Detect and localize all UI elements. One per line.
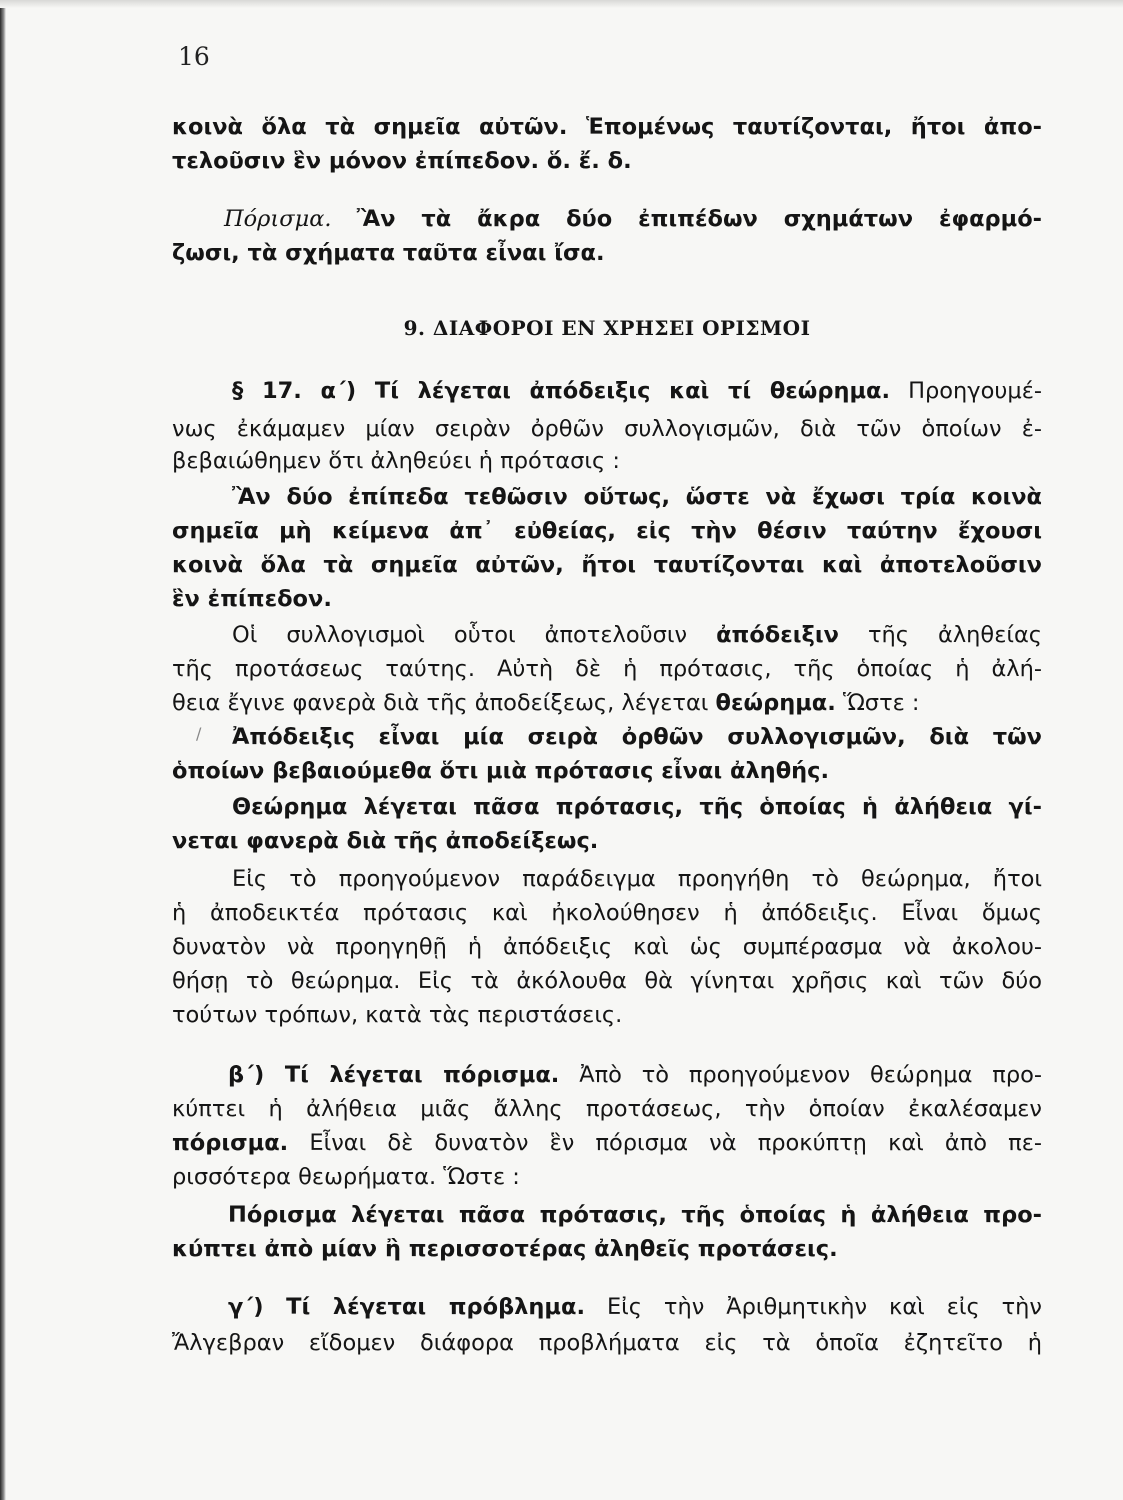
text-line: νως ἐκάμαμεν μίαν σειρὰν ὀρθῶν συλλογισμῶν, διὰ τῶν ὁποίων ἐ- [172, 416, 1042, 442]
top-shadow [0, 0, 1123, 8]
problem-title: γ΄) Τί λέγεται πρόβλημα. [228, 1294, 585, 1320]
text-line: τελοῦσιν ἓν μόνον ἐπίπεδον. ὅ. ἔ. δ. [172, 148, 632, 174]
theorem-statement-line: κοινὰ ὅλα τὰ σημεῖα αὐτῶν, ἤτοι ταυτίζονται καὶ ἀποτελοῦσιν [172, 552, 1042, 578]
text-line: τούτων τρόπων, κατὰ τὰς περιστάσεις. [172, 1002, 623, 1028]
text-span: Εἶναι δὲ δυνατὸν ἓν πόρισμα νὰ προκύπτῃ καὶ ἀπὸ πε- [309, 1130, 1043, 1156]
corollary-label: Πόρισμα. [224, 206, 332, 232]
corollary-text: Ἂν τὰ ἄκρα δύο ἐπιπέδων σχημάτων ἐφαρμό- [356, 206, 1042, 232]
text-line: θήσῃ τὸ θεώρημα. Εἰς τὰ ἀκόλουθα θὰ γίνηται χρῆσις καὶ τῶν δύο [172, 968, 1042, 994]
text-span: θεια ἔγινε φανερὰ διὰ τῆς ἀποδείξεως, λέγεται [172, 690, 709, 716]
paragraph-17-title: § 17. α΄) Τί λέγεται ἀπόδειξις καὶ τί θεώρημα. [232, 378, 891, 404]
definition-line: κύπτει ἀπὸ μίαν ἢ περισσοτέρας ἀληθεῖς προτάσεις. [172, 1236, 838, 1262]
text-line: κοινὰ ὅλα τὰ σημεῖα αὐτῶν. Ἑπομένως ταυτίζονται, ἤτοι ἀπο- [172, 114, 1042, 140]
binding-edge [0, 0, 6, 1500]
text-span: Ὥστε : [842, 690, 920, 716]
text-line: ἡ ἀποδεικτέα πρότασις καὶ ἠκολούθησεν ἡ ἀπόδειξις. Εἶναι ὅμως [172, 900, 1042, 926]
text-span: Εἰς τὴν Ἀριθμητικὴν καὶ εἰς τὴν [606, 1294, 1042, 1320]
text-line: δυνατὸν νὰ προηγηθῇ ἡ ἀπόδειξις καὶ ὡς συμπέρασμα νὰ ἀκολου- [172, 934, 1042, 960]
definition-line: Πόρισμα λέγεται πᾶσα πρότασις, τῆς ὁποίας ἡ ἀλήθεια προ- [228, 1202, 1042, 1228]
definition-line: Θεώρημα λέγεται πᾶσα πρότασις, τῆς ὁποίας ἡ ἀλήθεια γί- [232, 794, 1042, 820]
term-corollary: πόρισμα. [172, 1130, 289, 1156]
section-heading: 9. ΔΙΑΦΟΡΟΙ ΕΝ ΧΡΗΣΕΙ ΟΡΙΣΜΟΙ [403, 316, 811, 340]
definition-line: νεται φανερὰ διὰ τῆς ἀποδείξεως. [172, 828, 599, 854]
definition-line: Ἀπόδειξις εἶναι μία σειρὰ ὀρθῶν συλλογισμῶν, διὰ τῶν [232, 724, 1042, 750]
text-line: κύπτει ἡ ἀλήθεια μιᾶς ἄλλης προτάσεως, τὴν ὁποίαν ἐκαλέσαμεν [172, 1096, 1042, 1122]
corollary-title: β΄) Τί λέγεται πόρισμα. [228, 1062, 560, 1088]
text-line [172, 688, 1042, 718]
theorem-statement-line: σημεῖα μὴ κείμενα ἀπ᾽ εὐθείας, εἰς τὴν θέσιν ταύτην ἔχουσι [172, 518, 1042, 544]
problem-title-line [228, 1292, 1042, 1322]
text-line: τῆς προτάσεως ταύτης. Αὐτὴ δὲ ἡ πρότασις, τῆς ὁποίας ἡ ἀλή- [172, 656, 1042, 682]
text-line: ρισσότερα θεωρήματα. Ὥστε : [172, 1164, 520, 1190]
text-span: τῆς ἀληθείας [867, 622, 1043, 648]
text-line: ζωσι, τὰ σχήματα ταῦτα εἶναι ἴσα. [172, 240, 605, 266]
paragraph-17-title-line [232, 376, 1042, 406]
text-line [172, 1128, 1042, 1158]
theorem-statement-line: Ἂν δύο ἐπίπεδα τεθῶσιν οὕτως, ὥστε νὰ ἔχωσι τρία κοινὰ [232, 484, 1042, 510]
text-span: Προηγουμέ- [908, 378, 1042, 404]
text-line: βεβαιώθημεν ὅτι ἀληθεύει ἡ πρότασις : [172, 448, 620, 474]
definition-line: ὁποίων βεβαιούμεθα ὅτι μιὰ πρότασις εἶναι ἀληθής. [172, 758, 830, 784]
text-line [232, 620, 1042, 650]
text-span: Οἱ συλλογισμοὶ οὗτοι ἀποτελοῦσιν [232, 622, 688, 648]
pencil-mark: / [196, 724, 202, 743]
theorem-statement-line: ἓν ἐπίπεδον. [172, 586, 332, 612]
term-proof: ἀπόδειξιν [716, 622, 839, 648]
corollary-title-line [228, 1060, 1042, 1090]
page-number: 16 [178, 42, 210, 71]
text-span: Ἀπὸ τὸ προηγούμενον θεώρημα προ- [579, 1062, 1042, 1088]
text-line: Εἰς τὸ προηγούμενον παράδειγμα προηγήθη τὸ θεώρημα, ἤτοι [232, 866, 1042, 892]
term-theorem: θεώρημα. [715, 690, 836, 716]
text-line: Ἄλγεβραν εἴδομεν διάφορα προβλήματα εἰς τὰ ὁποῖα ἐζητεῖτο ἡ [172, 1330, 1042, 1356]
corollary-line [224, 204, 1042, 234]
